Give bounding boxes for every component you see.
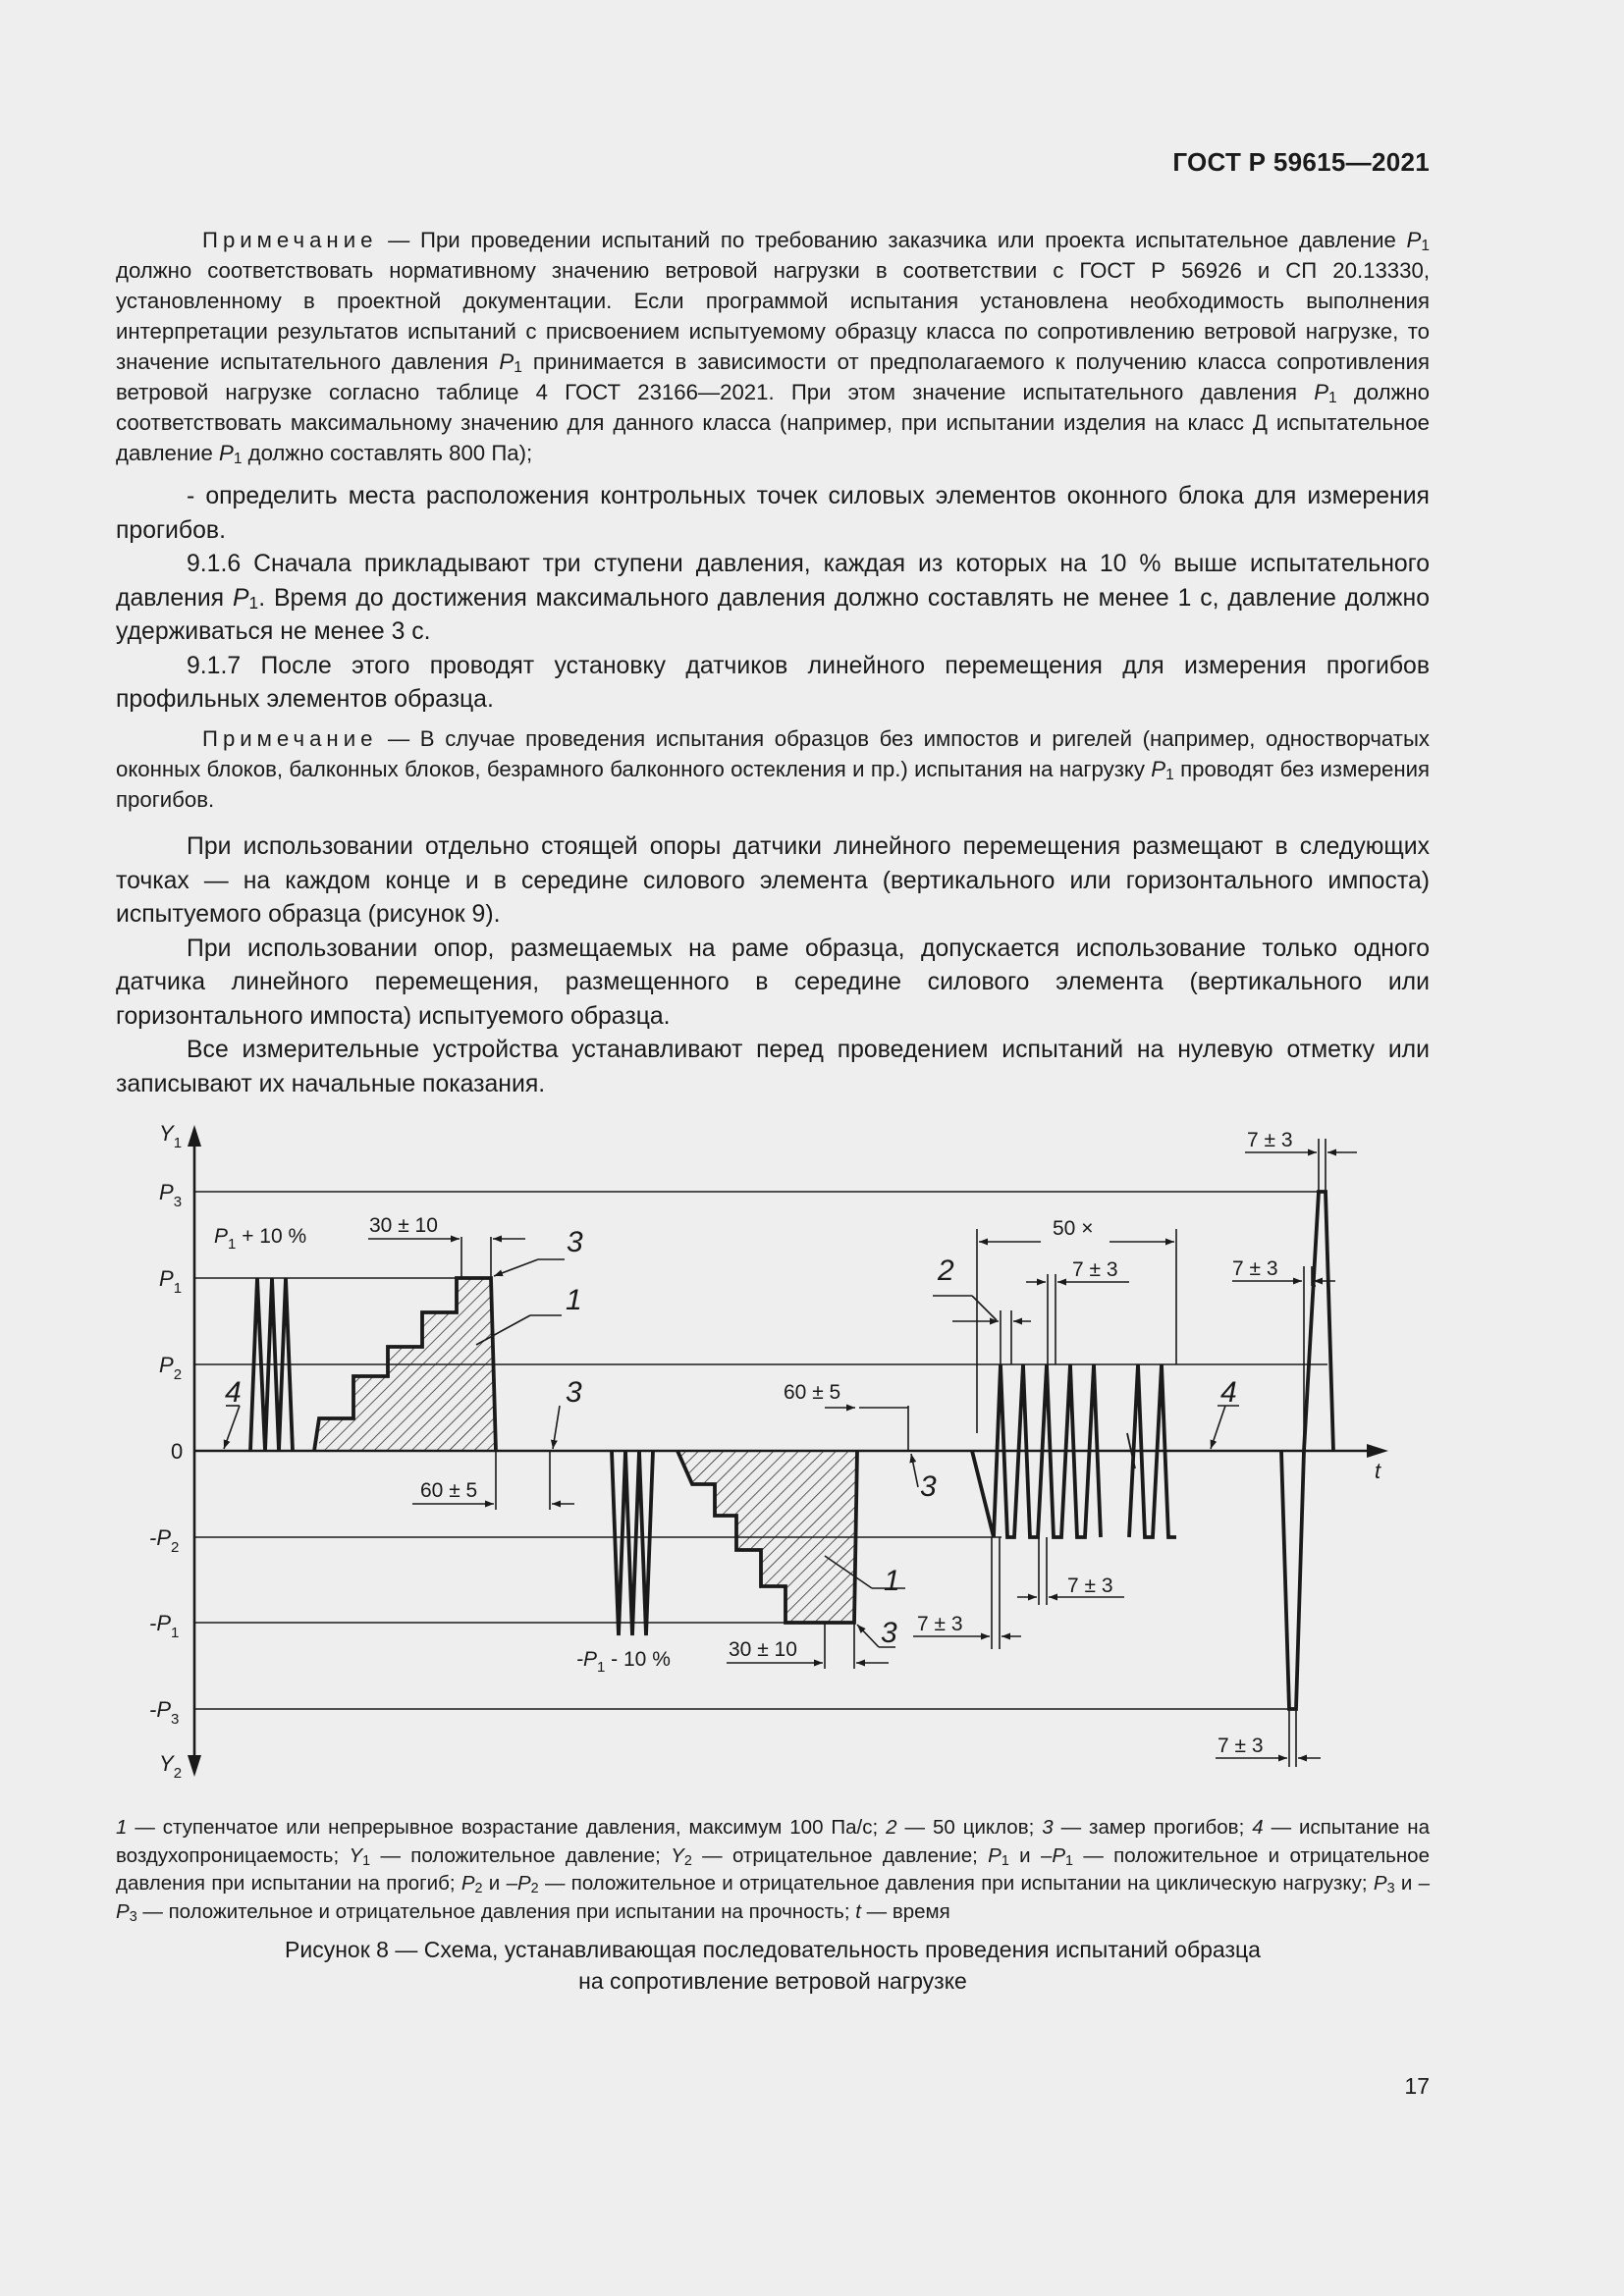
note-2: Примечание — В случае проведения испытания образцов без импостов и ригелей (например, одностворчатых оконных блоков, балконных блоков, безрамного балконного остекления и пр.) испытания на нагрузку $P_1$ проводят без измерения прогибов. [116,726,1431,812]
paragraph-b: При использовании опор, размещаемых на раме образца, допускается использование только одного датчика линейного перемещения, размещенного в середине силового элемента (вертикального или горизонтального импоста) испытуемого образца. [116,934,1430,1030]
figure-caption [116,1934,1430,1997]
strength-positive-peak [1304,1192,1333,1451]
level-zero-label: 0 [171,1439,184,1464]
paragraph-c: Все измерительные устройства устанавливают перед проведением испытаний на нулевую отметку или записывают их начальные показания. [116,1037,1430,1097]
level-p3-label: $P_3$ [159,1180,183,1210]
callout-3-bottom: 3 [881,1617,897,1649]
callout-1-bottom: 1 [884,1565,900,1597]
callout-4-left: 4 [225,1376,242,1409]
dim-7-3-cycle-bottom: 7 ± 3 [1067,1575,1113,1597]
negative-spikes [612,1451,653,1635]
dim-30-10-top: 30 ± 10 [369,1214,438,1237]
caption-line-2: на сопротивление ветровой нагрузке [578,1968,967,1994]
note-label: Примечание [202,228,378,252]
level-p2-label: $P_2$ [159,1353,183,1383]
level-mp2-label: $-P_2$ [149,1525,180,1556]
y1-arrow-icon [188,1125,201,1147]
mp1-minus-10-label: $-P_1 - 10$ % [576,1648,671,1676]
figure-legend: 1 — ступенчатое или непрерывное возрастание давления, максимум 100 Па/с; 2 — 50 циклов; 3 — замер прогибов; 4 — испытание на воздухопроницаемость; $Y_1$ — положительное давление; $Y_2$ — отрицательное давление; $P_1$ и $-P_1$ — положительное и отрицательное давления при испытании на прогиб; $P_2$ и $-P_2$ — положительное и отрицательное давления при испытании на циклическую нагрузку; $P_3$ и $-P_3$ — положительное и отрицательное давления при испытании на прочность; t — время [116,1816,1431,1925]
dim-60-5-right: 60 ± 5 [784,1381,841,1404]
level-mp1-label: $-P_1$ [149,1611,180,1641]
dim-7-3-cycle-top: 7 ± 3 [1072,1258,1118,1281]
callout-4-right: 4 [1220,1376,1237,1409]
y1-label: $Y_1$ [159,1121,183,1151]
bullet-item: - определить места расположения контрольных точек силовых элементов оконного блока для измерения прогибов. [116,483,1430,544]
level-p1-label: $P_1$ [159,1266,183,1297]
callout-3-right: 3 [920,1470,937,1503]
note-1: Примечание — При проведении испытаний по требованию заказчика или проекта испытательное давление $P_1$ должно соответствовать нормативному значению ветровой нагрузки в соответствии с ГОСТ Р 56926 и СП 20.13330, установленному в проектной документации. Если программой испытания установлена необходимость выполнения интерпретации результатов испытаний с присвоением испытуемому образцу класса по сопротивлению ветровой нагрузке, то значение испытательного давления $P_1$ принимается в зависимости от предполагаемого к получению класса сопротивления ветровой нагрузке согласно таблице 4 ГОСТ 23166—2021. При этом значение испытательного давления $P_1$ должно соответствовать максимальному значению для данного класса (например, при испытании изделия на класс Д испытательное давление $P_1$ должно составлять 800 Па); [116,228,1430,467]
strength-negative-peak [1281,1451,1304,1709]
y2-arrow-icon [188,1755,201,1777]
callout-3-left: 3 [566,1376,582,1409]
dim-7-3-bottom-right: 7 ± 3 [1218,1735,1264,1757]
paragraphs-lower [116,830,1430,1101]
dim-50-cycles: 50 × [1053,1217,1094,1240]
callout-3-top: 3 [567,1226,583,1258]
dim-30-10-bottom: 30 ± 10 [729,1638,797,1661]
paragraph-a: При использовании отдельно стоящей опоры датчики линейного перемещения размещают в следующих точках — на каждом конце и в середине силового элемента (вертикального или горизонтального импоста) испытуемого образца (рисунок 9). [116,833,1430,928]
caption-line-1: Рисунок 8 — Схема, устанавливающая последовательность проведения испытаний образца [285,1937,1261,1962]
note-label: Примечание [202,726,378,751]
dim-60-5-left: 60 ± 5 [420,1479,478,1502]
figure-8-diagram [116,1111,1412,1789]
callout-1-top: 1 [566,1284,582,1316]
body-text [116,225,1430,468]
dim-7-3-mid-right: 7 ± 3 [1232,1257,1278,1280]
p1-plus-10-label: $P_1 + 10$ % [214,1225,307,1253]
note-2-block [116,723,1430,815]
y2-label: $Y_2$ [159,1751,183,1782]
page-number: 17 [1404,2073,1430,2099]
dim-7-3-top-right: 7 ± 3 [1247,1129,1293,1151]
main-paragraphs [116,480,1430,718]
document-header: ГОСТ Р 59615—2021 [1172,147,1430,177]
level-mp3-label: $-P_3$ [149,1697,180,1728]
t-label: t [1375,1459,1381,1483]
t-arrow-icon [1367,1444,1388,1458]
callout-2: 2 [938,1255,954,1287]
paragraph-9-1-7: 9.1.7 После этого проводят установку датчиков линейного перемещения для измерения прогибов профильных элементов образца. [116,652,1430,713]
paragraph-9-1-6: 9.1.6 Сначала прикладывают три ступени давления, каждая из которых на 10 % выше испытательного давления $P_1$. Время до достижения максимального давления должно составлять не менее 1 с, давление должно удерживаться не менее 3 с. [116,551,1430,645]
dim-7-3-cycle-start: 7 ± 3 [917,1613,963,1635]
